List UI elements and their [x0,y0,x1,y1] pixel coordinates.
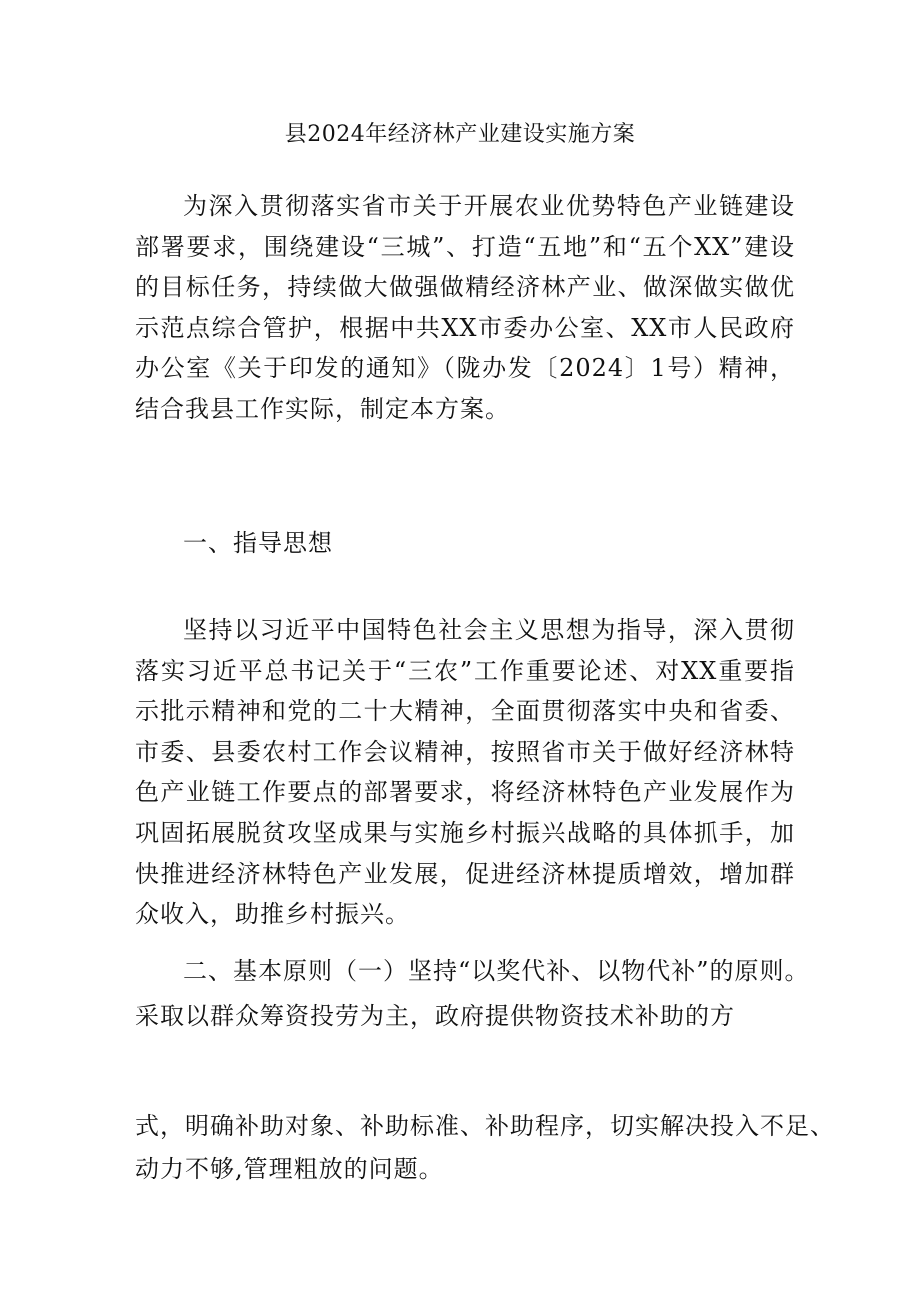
principles-text-line: 采取以群众筹资投劳为主，政府提供物资技术补助的方 [135,1002,735,1030]
principles-text-line: 式，明确补助对象、补助标准、补助程序，切实解决投入不足、 [135,1112,835,1140]
intro-paragraph [135,186,795,430]
document-title: 县2024年经济林产业建设实施方案 [284,122,636,147]
principles-text-line: 动力不够,管理粗放的问题。 [135,1155,444,1183]
section-heading-basic-principles: 二、基本原则（一）坚持“以奖代补、以物代补”的原则。 [183,957,810,985]
guiding-ideology-text: 坚持以习近平中国特色社会主义思想为指导，深入贯彻落实习近平总书记关于“三农”工作重要论述、对XX重要指示批示精神和党的二十大精神，全面贯彻落实中央和省委、市委、县委农村工作会议精神，按照省市关于做好经济林特色产业链工作要点的部署要求，将经济林特色产业发展作为巩固拓展脱贫攻坚成果与实施乡村振兴战略的具体抓手，加快推进经济林特色产业发展，促进经济林提质增效，增加群众收入，助推乡村振兴。 [135,616,795,929]
intro-text: 为深入贯彻落实省市关于开展农业优势特色产业链建设部署要求，围绕建设“三城”、打造“五地”和“五个XX”建设的目标任务，持续做大做强做精经济林产业、做深做实做优示范点综合管护，根据中共XX市委办公室、XX市人民政府办公室《关于印发的通知》（陇办发〔2024〕1号）精神，结合我县工作实际，制定本方案。 [135,192,795,423]
section-heading-guiding-ideology: 一、指导思想 [183,529,333,557]
guiding-ideology-paragraph [135,610,795,935]
